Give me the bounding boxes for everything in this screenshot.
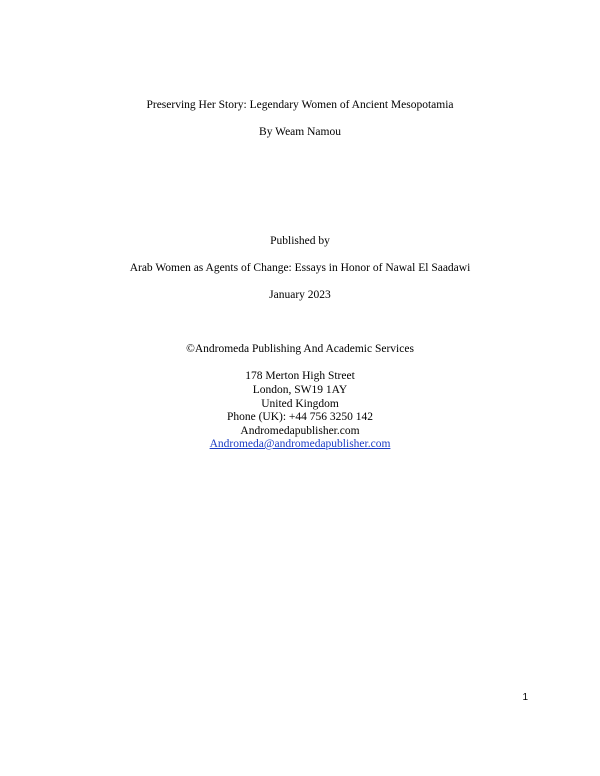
- publisher-email-link[interactable]: Andromeda@andromedapublisher.com: [209, 438, 391, 450]
- document-title: Preserving Her Story: Legendary Women of Ancient Mesopotamia: [146, 99, 454, 111]
- address-phone: Phone (UK): +44 756 3250 142: [226, 411, 374, 423]
- address-country: United Kingdom: [261, 398, 339, 410]
- email-line: [0, 437, 600, 451]
- page-number: 1: [522, 692, 528, 703]
- author-byline: By Weam Namou: [259, 126, 341, 138]
- address-city: London, SW19 1AY: [252, 384, 348, 396]
- collection-title: Arab Women as Agents of Change: Essays in Honor of Nawal El Saadawi: [129, 262, 471, 274]
- publisher-website: Andromedapublisher.com: [240, 425, 360, 437]
- publication-date: January 2023: [269, 289, 331, 301]
- published-by-label: Published by: [270, 235, 330, 247]
- copyright-publisher: ©Andromeda Publishing And Academic Services: [186, 343, 414, 355]
- address-street: 178 Merton High Street: [245, 370, 355, 382]
